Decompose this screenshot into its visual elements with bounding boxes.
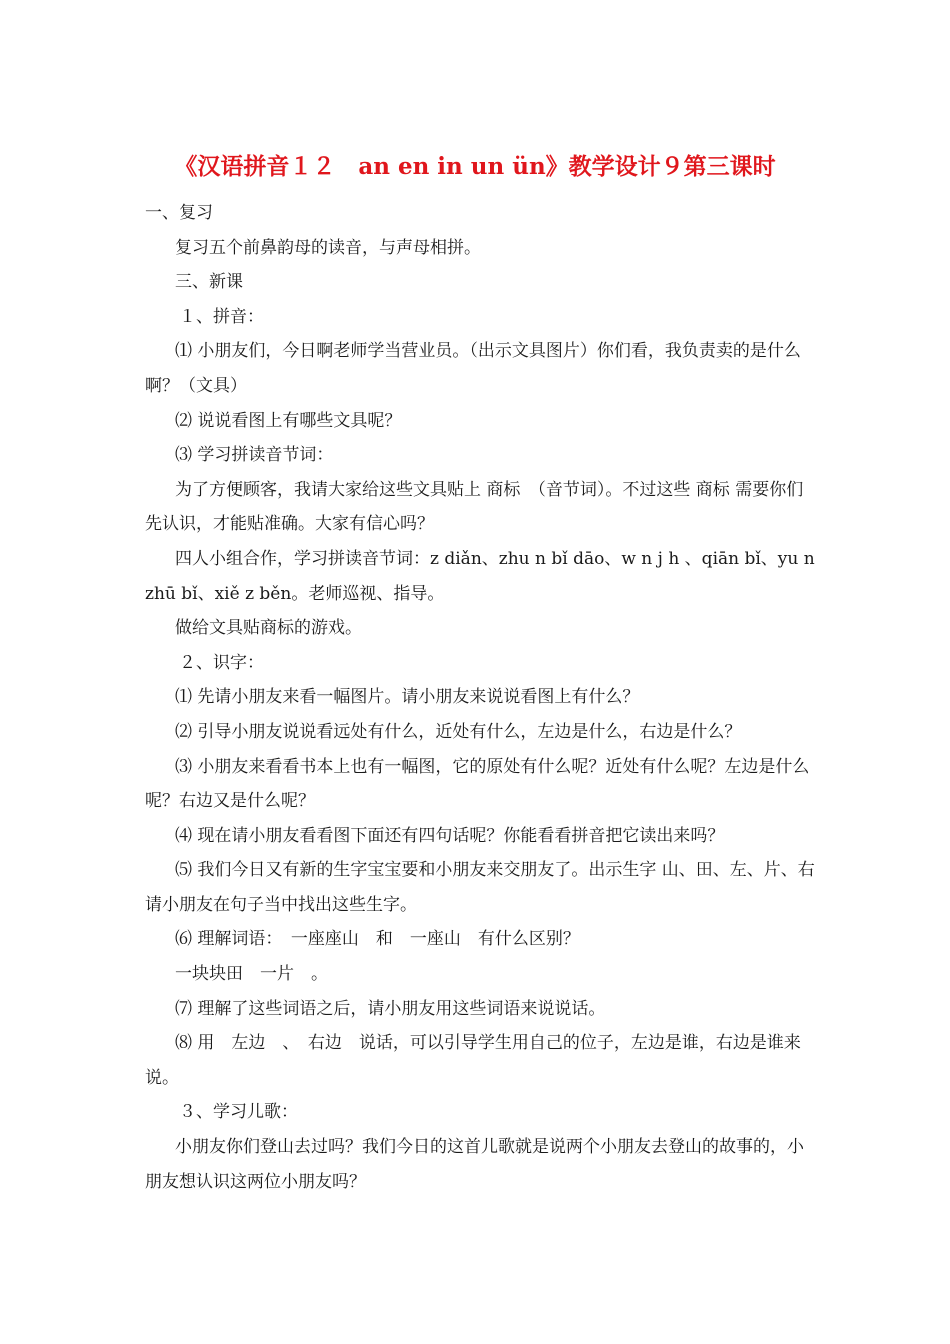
paragraph: ⑵ 引导小朋友说说看远处有什么，近处有什么，左边是什么，右边是什么？	[175, 721, 742, 742]
paragraph: ⑷ 现在请小朋友看看图下面还有四句话呢？你能看看拼音把它读出来吗？	[175, 825, 725, 846]
paragraph: ⑴ 小朋友们，今日啊老师学当营业员。（出示文具图片）你们看，我负责卖的是什么啊？（文具）	[145, 341, 801, 396]
paragraph: ⑻ 用 左边 、 右边 说话，可以引导学生用自己的位子，左边是谁，右边是谁来说。	[145, 1033, 801, 1088]
paragraph: 三、新课	[175, 272, 243, 293]
paragraph: ⑺ 理解了这些词语之后，请小朋友用这些词语来说说话。	[175, 998, 606, 1019]
paragraph: 一块块田 一片 。	[175, 964, 328, 985]
paragraph: 做给文具贴商标的游戏。	[175, 618, 362, 639]
paragraph: ３、学习儿歌：	[179, 1102, 298, 1123]
paragraph: ⑴ 先请小朋友来看一幅图片。请小朋友来说说看图上有什么？	[175, 687, 640, 708]
paragraph: ⑸ 我们今日又有新的生字宝宝要和小朋友来交朋友了。出示生字 山、田、左、片、右 请小朋友在句子当中找出这些生字。	[145, 860, 815, 915]
paragraph: 一、复习	[145, 203, 213, 223]
paragraph: ⑹ 理解词语： 一座座山 和 一座山 有什么区别？	[175, 929, 580, 950]
paragraph: 为了方便顾客，我请大家给这些文具贴上 商标 （音节词）。不过这些 商标 需要你们先认识，才能贴准确。大家有信心吗？	[145, 479, 804, 535]
document-body	[145, 196, 815, 1199]
paragraph: ⑵ 说说看图上有哪些文具呢？	[175, 410, 402, 431]
document-title: 《汉语拼音１２ an en in un ün》教学设计９第三课时	[174, 153, 776, 180]
paragraph: ⑶ 学习拼读音节词：	[175, 445, 334, 466]
paragraph: ２、识字：	[179, 652, 264, 673]
paragraph: 复习五个前鼻韵母的读音，与声母相拼。	[175, 237, 481, 258]
paragraph: ⑶ 小朋友来看看书本上也有一幅图，它的原处有什么呢？近处有什么呢？左边是什么呢？右边又是什么呢？	[145, 756, 810, 812]
paragraph: 小朋友你们登山去过吗？我们今日的这首儿歌就是说两个小朋友去登山的故事的，小朋友想认识这两位小朋友吗？	[145, 1137, 804, 1192]
paragraph: 四人小组合作，学习拼读音节词：z diǎn、zhu n bǐ dāo、w n j h 、qiān bǐ、yu n zhū bǐ、xiě z běn。老师巡视、指导。	[145, 548, 815, 604]
paragraph: １、拼音：	[179, 306, 264, 327]
